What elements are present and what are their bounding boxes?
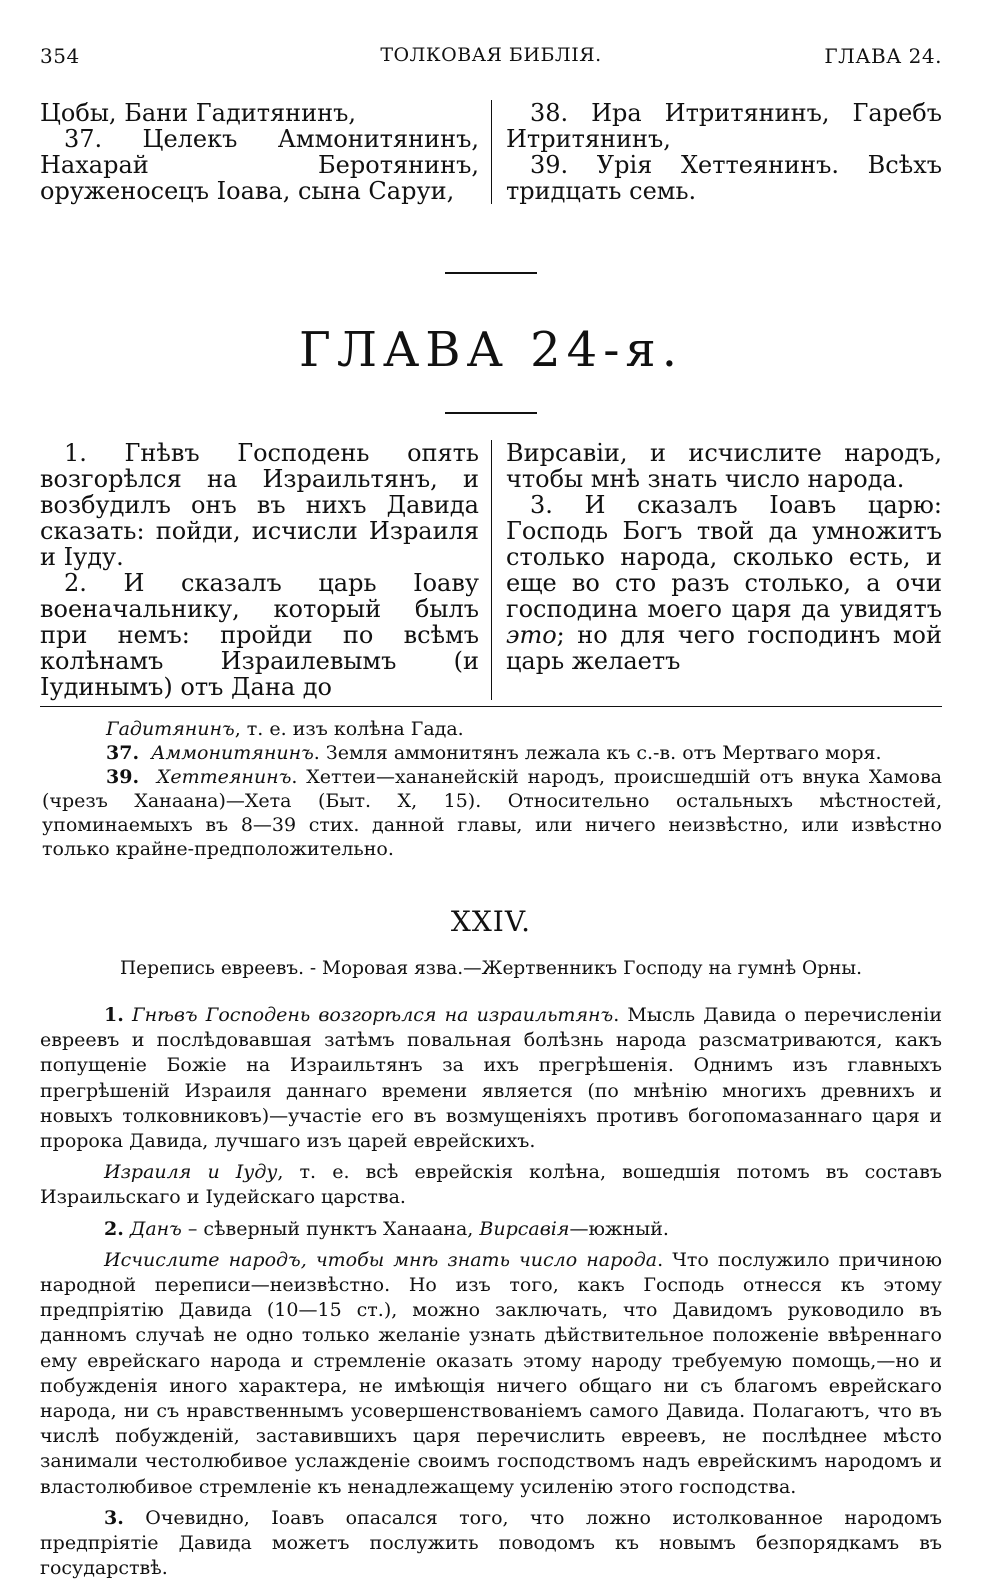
chapter-title: ГЛАВА 24-я. — [299, 322, 683, 378]
divider-rule — [445, 412, 537, 414]
footnote: Гадитянинъ, т. е. изъ колѣна Гада. — [106, 718, 464, 740]
footnote: 39. Хеттеянинъ. Хеттеи—хананейскій народъ, происшедшій отъ внука Хамова (чрезъ Ханаана)—Хета (Быт. X, 15). Относительно остальныхъ мѣстностей, упоминаемыхъ въ 8—39 стих. данной главы, или ничего неизвѣстно, или извѣстно только крайне-предположительно. — [42, 766, 942, 860]
verse-text: Цобы, Бани Гадитянинъ, — [40, 99, 357, 127]
verse-column-right — [491, 100, 942, 204]
commentary-paragraph: Израиля и Іуду, т. е. всѣ еврейскія колѣна, вошедшія потомъ въ составъ Израильскаго и Іудейскаго царства. — [40, 1161, 942, 1209]
footnotes — [40, 717, 942, 861]
verse-column-left — [40, 100, 491, 204]
verse-2: 2. И сказалъ царь Іоаву военачальнику, который былъ при немъ: пройди по всѣмъ колѣнамъ Израилевымъ (и Іудинымъ) отъ Дана до — [40, 569, 479, 701]
running-header — [40, 44, 942, 74]
verse-text: 38. Ира Итритянинъ, Гаребъ Итритянинъ, — [506, 99, 942, 153]
chapter-column-left — [40, 440, 491, 700]
section-title: XXIV. — [450, 905, 532, 938]
commentary-paragraph: 1. Гнѣвъ Господень возгорѣлся на израильтянъ. Мысль Давида о перечисленіи евреевъ и послѣдовавшая затѣмъ повальная болѣзнь народа разсматриваются, какъ попущеніе Божіе на Израильтянъ за ихъ прегрѣшенія. Однимъ изъ главныхъ прегрѣшеній Израиля даннаго времени является (по мнѣнію многихъ древнихъ и новыхъ толковниковъ)—участіе его въ возмущеніяхъ противъ богопомазаннаго царя и пророка Давида, лучшаго изъ царей еврейскихъ. — [40, 1004, 942, 1153]
commentary-paragraph: 3. Очевидно, Іоавъ опасался того, что ложно истолкованное народомъ предпріятіе Давида можетъ послужить поводомъ къ новымъ безпорядкамъ въ государствѣ. — [40, 1506, 942, 1580]
footnote-separator — [40, 706, 942, 707]
footnote: 37. Аммонитянинъ. Земля аммонитянъ лежала къ с.-в. отъ Мертваго моря. — [106, 742, 882, 764]
verse-list-columns — [40, 100, 942, 204]
page-number: 354 — [40, 44, 80, 68]
chapter-text-columns — [40, 440, 942, 700]
verse-text: 39. Урія Хеттеянинъ. Всѣхъ тридцать семь. — [506, 151, 942, 205]
section-subtitle: Перепись евреевъ. - Моровая язва.—Жертвенникъ Господу на гумнѣ Орны. — [120, 958, 862, 979]
verse-2-continued: Вирсавіи, и исчислите народъ, чтобы мнѣ знать число народа. — [506, 439, 942, 493]
commentary — [40, 1003, 942, 1581]
commentary-paragraph: 2. Данъ – сѣверный пунктъ Ханаана, Вирсавія—южный. — [104, 1217, 669, 1240]
verse-1: 1. Гнѣвъ Господень опять возгорѣлся на Израильтянъ, и возбудилъ онъ въ нихъ Давида сказать: пойди, исчисли Израиля и Іуду. — [40, 439, 479, 571]
chapter-label: ГЛАВА 24. — [824, 44, 942, 68]
commentary-paragraph: Исчислите народъ, чтобы мнѣ знать число народа. Что послужило причиною народной переписи—неизвѣстно. Но изъ того, какъ Господь отнесся къ этому предпріятію Давида (10—15 ст.), можно заключать, что Давидомъ руководило въ данномъ случаѣ не одно только желаніе узнать дѣйствительное положеніе ввѣреннаго ему еврейскаго народа и стремленіе оказать этому народу требуемую помощь,—но и побужденія иного характера, не имѣющія ничего общаго ни съ благомъ еврейскаго народа, ни съ нравственнымъ усовершенствованіемъ самого Давида. Полагаютъ, что въ числѣ побужденій, заставившихъ царя перечислить евреевъ, не послѣднее мѣсто занимали честолюбивое услажденіе своимъ господствомъ надъ еврейскимъ народомъ и властолюбивое стремленіе къ ненадлежащему усиленію этого господства. — [40, 1248, 942, 1498]
verse-text: 37. Целекъ Аммонитянинъ, Нахарай Беротянинъ, оруженосецъ Іоава, сына Саруи, — [40, 125, 479, 205]
running-title: ТОЛКОВАЯ БИБЛІЯ. — [380, 44, 602, 66]
chapter-column-right — [491, 440, 942, 700]
divider-rule — [445, 272, 537, 274]
verse-3: 3. И сказалъ Іоавъ царю: Господь Богъ твой да умножитъ столько народа, сколько есть, и еще во сто разъ столько, а очи господина моего царя да увидятъ это; но для чего господинъ мой царь желаетъ — [506, 491, 942, 675]
